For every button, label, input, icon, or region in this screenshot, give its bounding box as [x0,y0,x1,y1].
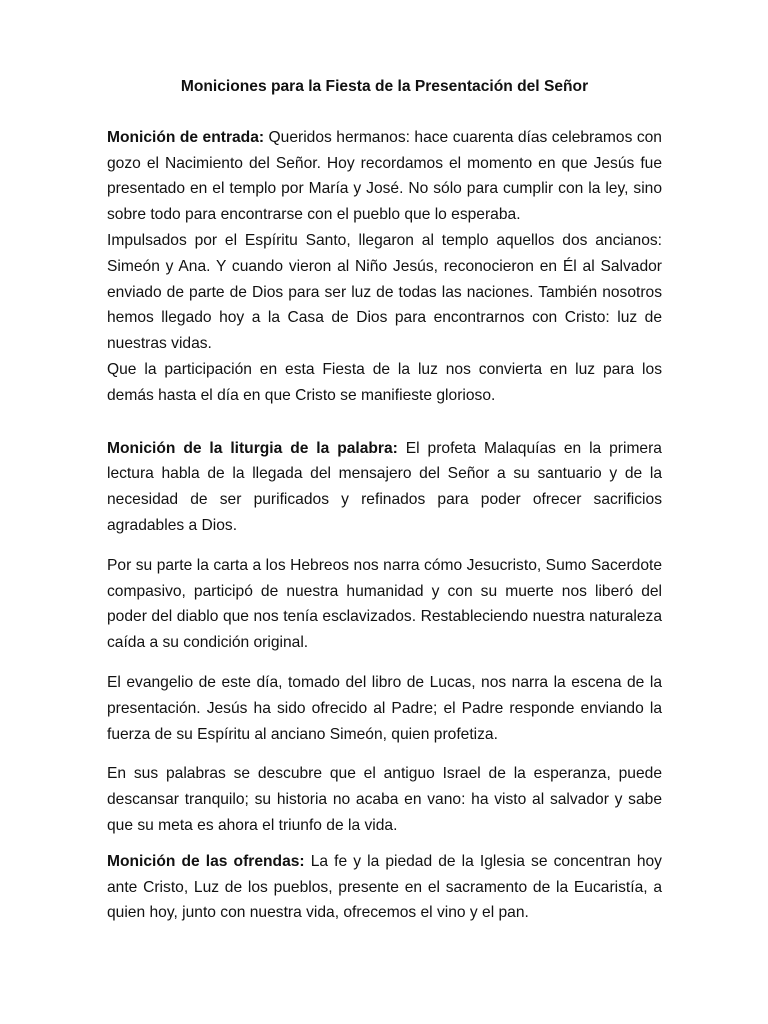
paragraph-israel [107,761,662,838]
monicion-ofrendas-label: Monición de las ofrendas: [107,852,305,870]
monicion-entrada-text: Queridos hermanos: hace cuarenta días celebramos con gozo el Nacimiento del Señor. Hoy recordamos el momento en que Jesús fue presentado en el templo por María y José. No sólo para cumplir con la ley, sino sobre todo para encontrarse con el pueblo que lo esperaba. [107,128,662,224]
paragraph-text: Impulsados por el Espíritu Santo, llegaron al templo aquellos dos ancianos: Simeón y Ana. Y cuando vieron al Niño Jesús, reconocieron en Él al Salvador enviado de parte de Dios para ser luz de todas las naciones. También nosotros hemos llegado hoy a la Casa de Dios para encontrarnos con Cristo: luz de nuestras vidas. [107,231,662,353]
paragraph-text: El evangelio de este día, tomado del libro de Lucas, nos narra la escena de la presentación. Jesús ha sido ofrecido al Padre; el Padre responde enviando la fuerza de su Espíritu al anciano Simeón, quien profetiza. [107,673,662,743]
paragraph-hebreos [107,553,662,656]
paragraph-text: En sus palabras se descubre que el antiguo Israel de la esperanza, puede descansar tranquilo; su historia no acaba en vano: ha visto al salvador y sabe que su meta es ahora el triunfo de la vida. [107,765,662,834]
paragraph-ofrendas [107,849,662,926]
monicion-liturgia-text: El profeta Malaquías en la primera lectura habla de la llegada del mensajero del Señor a su santuario y de la necesidad de ser purificados y refinados para poder ofrecer sacrificios agradables a Dios. [107,439,662,534]
document-title: Moniciones para la Fiesta de la Presentación del Señor [180,78,589,95]
paragraph-impulsados [107,228,662,357]
paragraph-text: Por su parte la carta a los Hebreos nos narra cómo Jesucristo, Sumo Sacerdote compasivo, participó de nuestra humanidad y con su muerte nos liberó del poder del diablo que nos tenía esclavizados. Restableciendo nuestra naturaleza caída a su condición original. [107,556,662,652]
monicion-ofrendas-text: La fe y la piedad de la Iglesia se concentran hoy ante Cristo, Luz de los pueblos, presente en el sacramento de la Eucaristía, a quien hoy, junto con nuestra vida, ofrecemos el vino y el pan. [107,852,662,922]
paragraph-entrada [107,125,662,228]
paragraph-liturgia [107,436,662,539]
monicion-liturgia-label: Monición de la liturgia de la palabra: [107,439,398,457]
paragraph-text: Que la participación en esta Fiesta de la luz nos convierta en luz para los demás hasta el día en que Cristo se manifieste glorioso. [107,360,662,404]
document-body [107,74,662,926]
paragraph-evangelio [107,670,662,747]
monicion-entrada-label: Monición de entrada: [107,128,265,146]
paragraph-participacion [107,357,662,409]
